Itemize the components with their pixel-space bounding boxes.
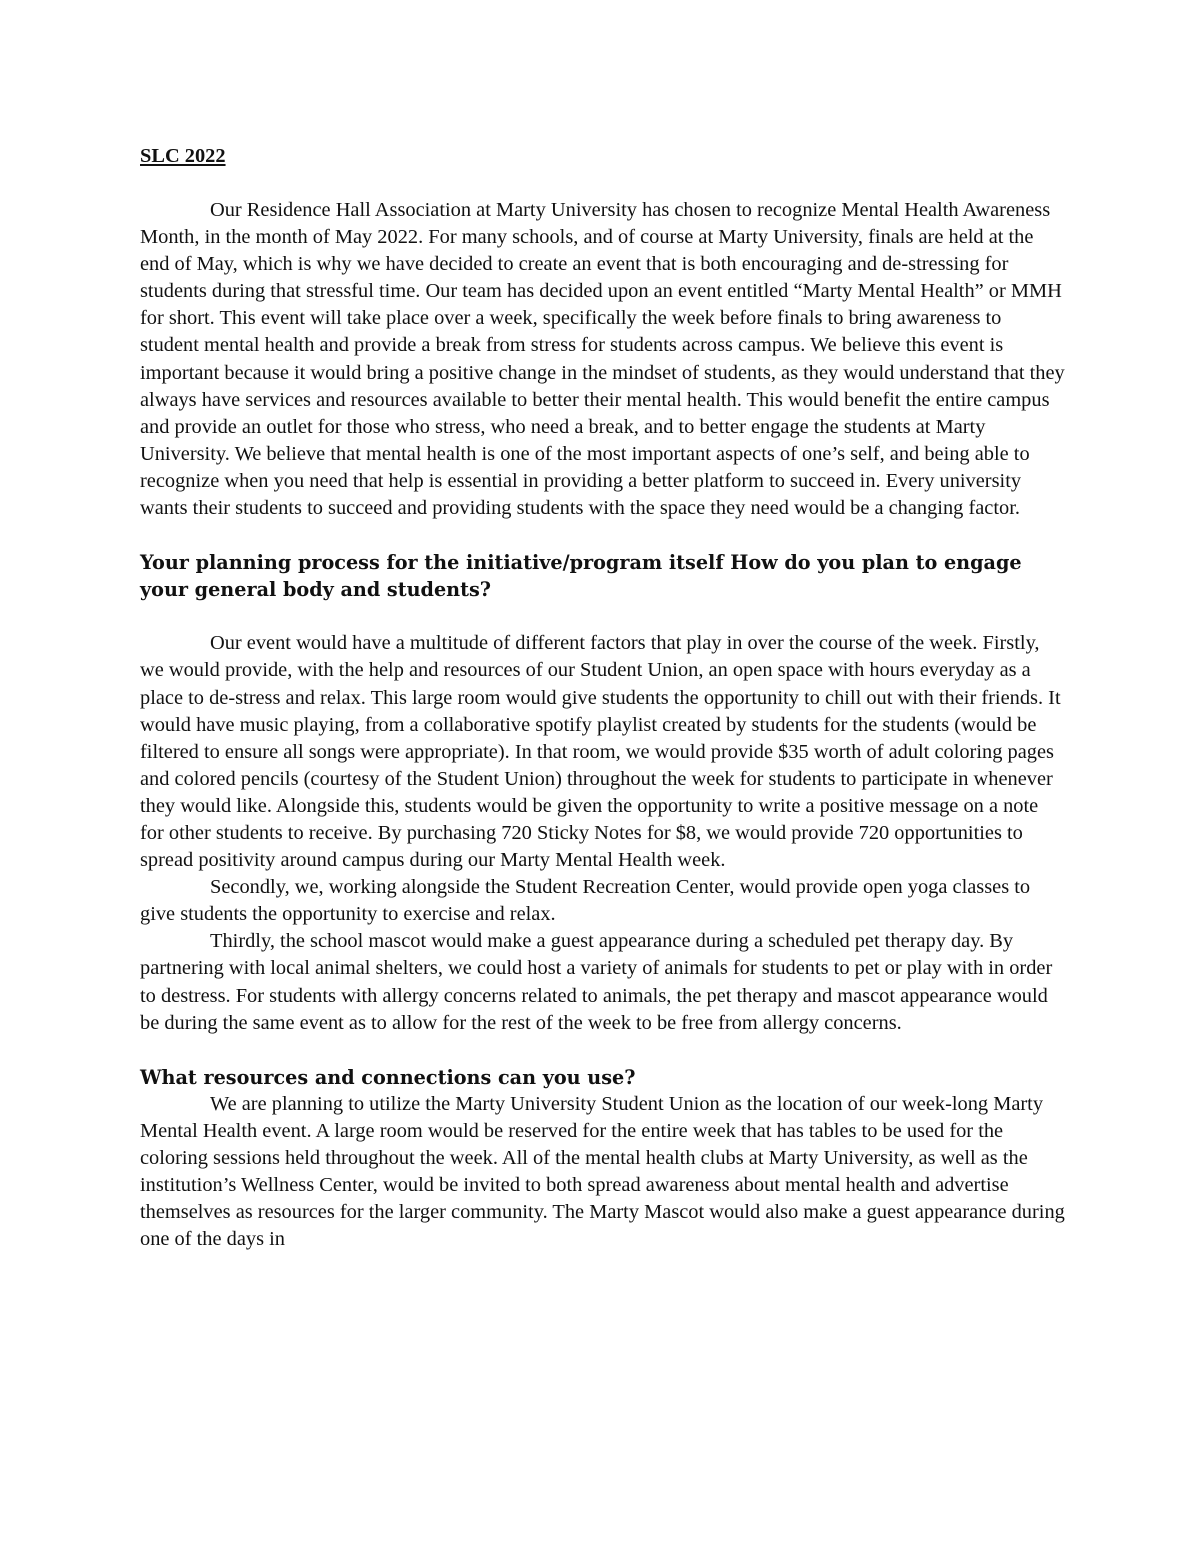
spacer <box>140 603 1065 630</box>
spacer <box>140 522 1065 549</box>
intro-paragraph: Our Residence Hall Association at Marty University has chosen to recognize Mental Health Awareness Month, in the month of May 2022. For many schools, and of course at Marty University, finals are held at the end of May, which is why we have decided to create an event that is both encouraging and de-stressing for students during that stressful time. Our team has decided upon an event entitled “Marty Mental Health” or MMH for short. This event will take place over a week, specifically the week before finals to bring awareness to student mental health and provide a break from stress for students across campus. We believe this event is important because it would bring a positive change in the mindset of students, as they would understand that they always have services and resources available to better their mental health. This would benefit the entire campus and provide an outlet for those who stress, who need a break, and to better engage the students at Marty University. We believe that mental health is one of the most important aspects of one’s self, and being able to recognize when you need that help is essential in providing a better platform to succeed in. Every university wants their students to succeed and providing students with the space they need would be a changing factor. <box>140 199 1065 520</box>
document-title: SLC 2022 <box>140 145 226 167</box>
spacer <box>140 1037 1065 1064</box>
section-heading-planning: Your planning process for the initiative/program itself How do you plan to engage your general body and students? <box>140 551 1022 602</box>
planning-paragraph-3: Thirdly, the school mascot would make a guest appearance during a scheduled pet therapy day. By partnering with local animal shelters, we could host a variety of animals for students to pet or play with in order to destress. For students with allergy concerns related to animals, the pet therapy and mascot appearance would be during the same event as to allow for the rest of the week to be free from allergy concerns. <box>140 930 1053 1034</box>
planning-paragraph-2: Secondly, we, working alongside the Student Recreation Center, would provide open yoga classes to give students the opportunity to exercise and relax. <box>140 876 1031 926</box>
section-heading-resources: What resources and connections can you use? <box>140 1065 636 1089</box>
document-body <box>140 143 1065 1253</box>
planning-paragraph-1: Our event would have a multitude of different factors that play in over the course of the week. Firstly, we would provide, with the help and resources of our Student Union, an open space with hours everyday as a place to de-stress and relax. This large room would give students the opportunity to chill out with their friends. It would have music playing, from a collaborative spotify playlist created by students for the students (would be filtered to ensure all songs were appropriate). In that room, we would provide $35 worth of adult coloring pages and colored pencils (courtesy of the Student Union) throughout the week for students to participate in whenever they would like. Alongside this, students would be given the opportunity to write a positive message on a note for other students to receive. By purchasing 720 Sticky Notes for $8, we would provide 720 opportunities to spread positivity around campus during our Marty Mental Health week. <box>140 632 1061 872</box>
resources-paragraph-1: We are planning to utilize the Marty University Student Union as the location of our week-long Marty Mental Health event. A large room would be reserved for the entire week that has tables to be used for the coloring sessions held throughout the week. All of the mental health clubs at Marty University, as well as the institution’s Wellness Center, would be invited to both spread awareness about mental health and advertise themselves as resources for the larger community. The Marty Mascot would also make a guest appearance during one of the days in <box>140 1092 1065 1251</box>
